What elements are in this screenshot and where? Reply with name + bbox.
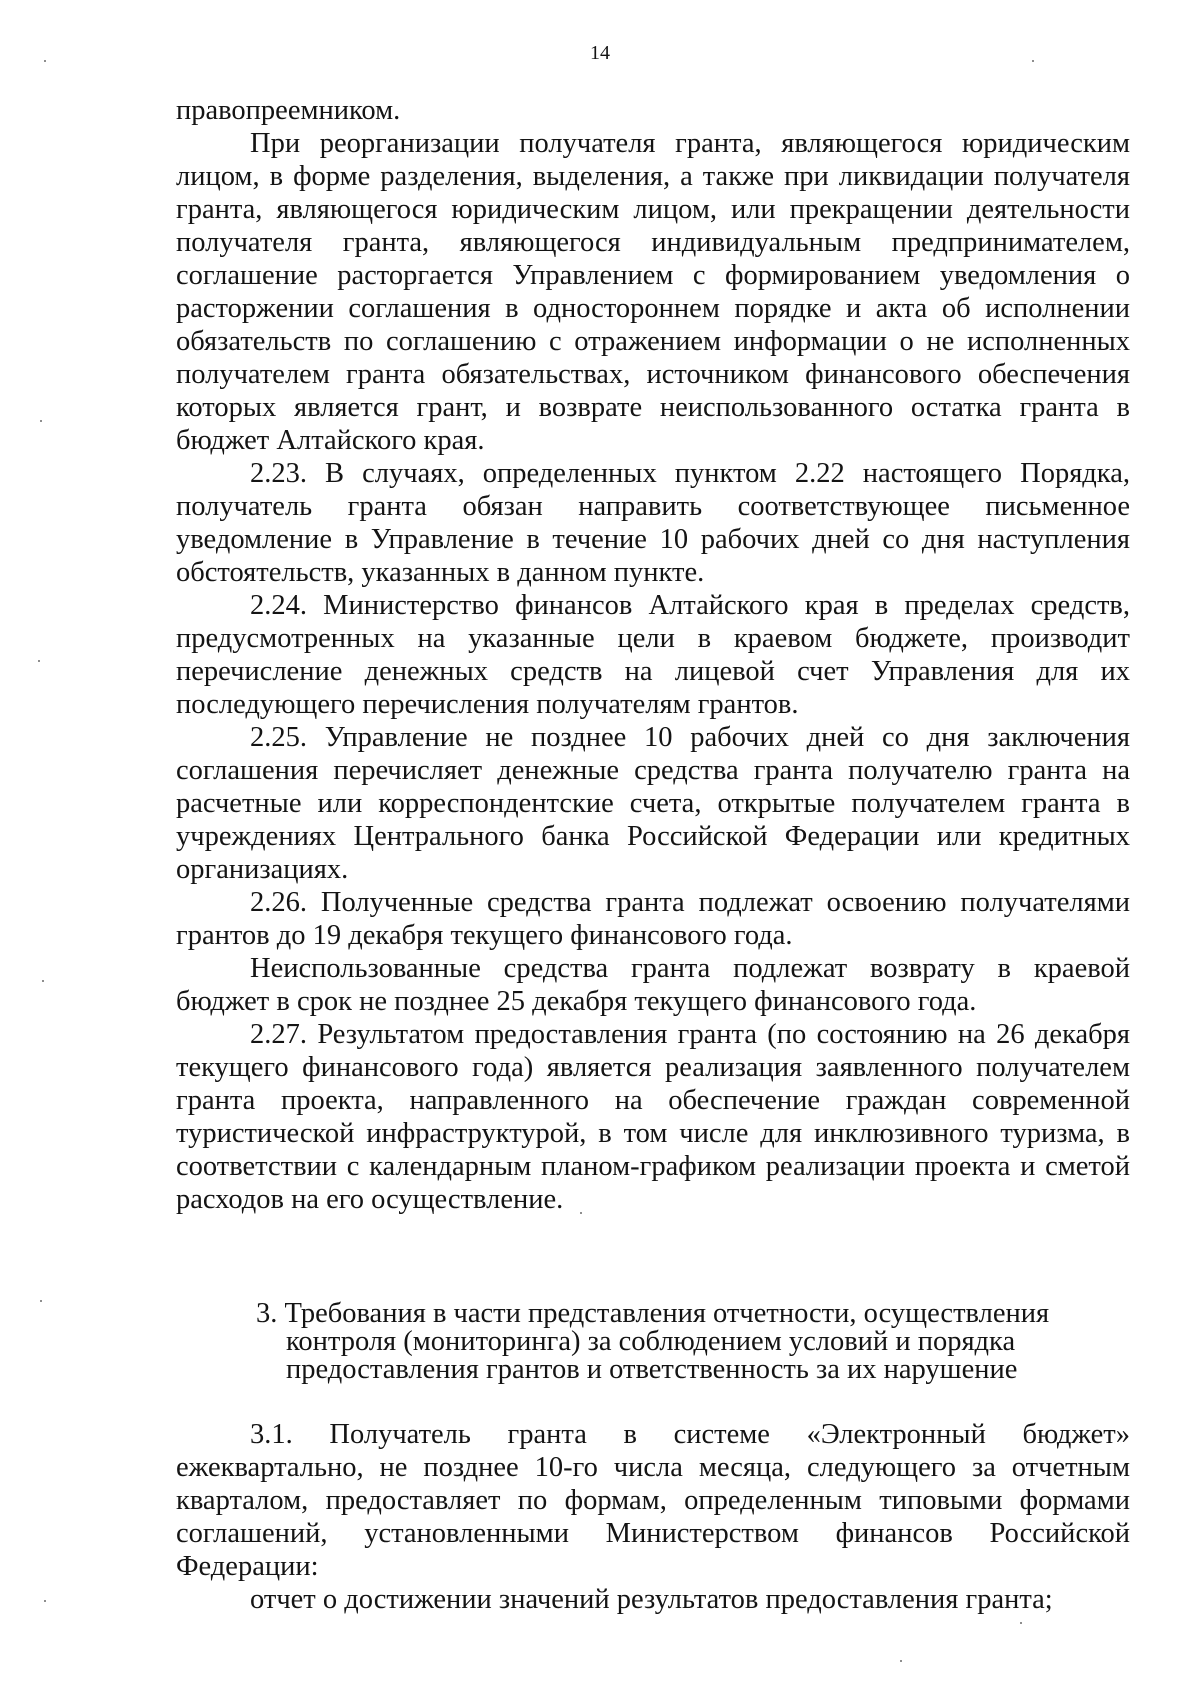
scan-speck (42, 980, 44, 982)
paragraph-2-27: 2.27. Результатом предоставления гранта (по состоянию на 26 декабря текущего финансового года) является реализация заявленного получателем гранта проекта, направленного на обеспечение граждан современной туристической инфраструктурой, в том числе для инклюзивного туризма, в соответствии с календарным планом-графиком реализации проекта и сметой расходов на его осуществление. (176, 1019, 1130, 1215)
scan-speck (1020, 1622, 1022, 1624)
section-heading-line: контроля (мониторинга) за соблюдением условий и порядка (286, 1326, 1016, 1357)
section-3-heading (176, 1300, 1130, 1384)
paragraph-unused-funds: Неиспользованные средства гранта подлежат возврату в краевой бюджет в срок не позднее 25 декабря текущего финансового года. (176, 953, 1130, 1017)
scan-speck (900, 1660, 902, 1662)
paragraph-2-26: 2.26. Полученные средства гранта подлежат освоению получателями грантов до 19 декабря текущего финансового года. (176, 887, 1130, 951)
paragraph-report: отчет о достижении значений результатов предоставления гранта; (250, 1584, 1053, 1615)
page-number: 14 (590, 42, 610, 64)
section-heading-line: предоставления грантов и ответственность за их нарушение (286, 1354, 1018, 1385)
scan-speck (40, 1300, 42, 1302)
scan-speck (44, 1600, 46, 1602)
scan-speck (580, 1212, 582, 1214)
body-text-top (176, 94, 1130, 1216)
scan-speck (1032, 60, 1034, 62)
scan-speck (44, 60, 46, 62)
scan-speck (40, 420, 42, 422)
paragraph-2-23: 2.23. В случаях, определенных пунктом 2.22 настоящего Порядка, получатель гранта обязан направить соответствующее письменное уведомление в Управление в течение 10 рабочих дней со дня наступления обстоятельств, указанных в данном пункте. (176, 458, 1130, 588)
paragraph-reorganization: При реорганизации получателя гранта, являющегося юридическим лицом, в форме разделения, выделения, а также при ликвидации получателя гранта, являющегося юридическим лицом, или прекращении деятельности получателя гранта, являющегося индивидуальным предпринимателем, соглашение расторгается Управлением с формированием уведомления о расторжении соглашения в одностороннем порядке и акта об исполнении обязательств по соглашению с отражением информации о не исполненных получателем гранта обязательствах, источником финансового обеспечения которых является грант, и возврате неиспользованного остатка гранта в бюджет Алтайского края. (176, 128, 1130, 456)
body-text-bottom (176, 1418, 1130, 1616)
paragraph-3-1: 3.1. Получатель гранта в системе «Электронный бюджет» ежеквартально, не позднее 10-го числа месяца, следующего за отчетным кварталом, предоставляет по формам, определенным типовыми формами соглашений, установленными Министерством финансов Российской Федерации: (176, 1419, 1130, 1582)
paragraph-continuation: правопреемником. (176, 95, 401, 126)
paragraph-2-24: 2.24. Министерство финансов Алтайского края в пределах средств, предусмотренных на указанные цели в краевом бюджете, производит перечисление денежных средств на лицевой счет Управления для их последующего перечисления получателям грантов. (176, 590, 1130, 720)
paragraph-2-25: 2.25. Управление не позднее 10 рабочих дней со дня заключения соглашения перечисляет денежные средства гранта получателю гранта на расчетные или корреспондентские счета, открытые получателем гранта в учреждениях Центрального банка Российской Федерации или кредитных организациях. (176, 722, 1130, 885)
scan-speck (38, 660, 40, 662)
section-heading-line: 3. Требования в части представления отчетности, осуществления (256, 1298, 1050, 1329)
